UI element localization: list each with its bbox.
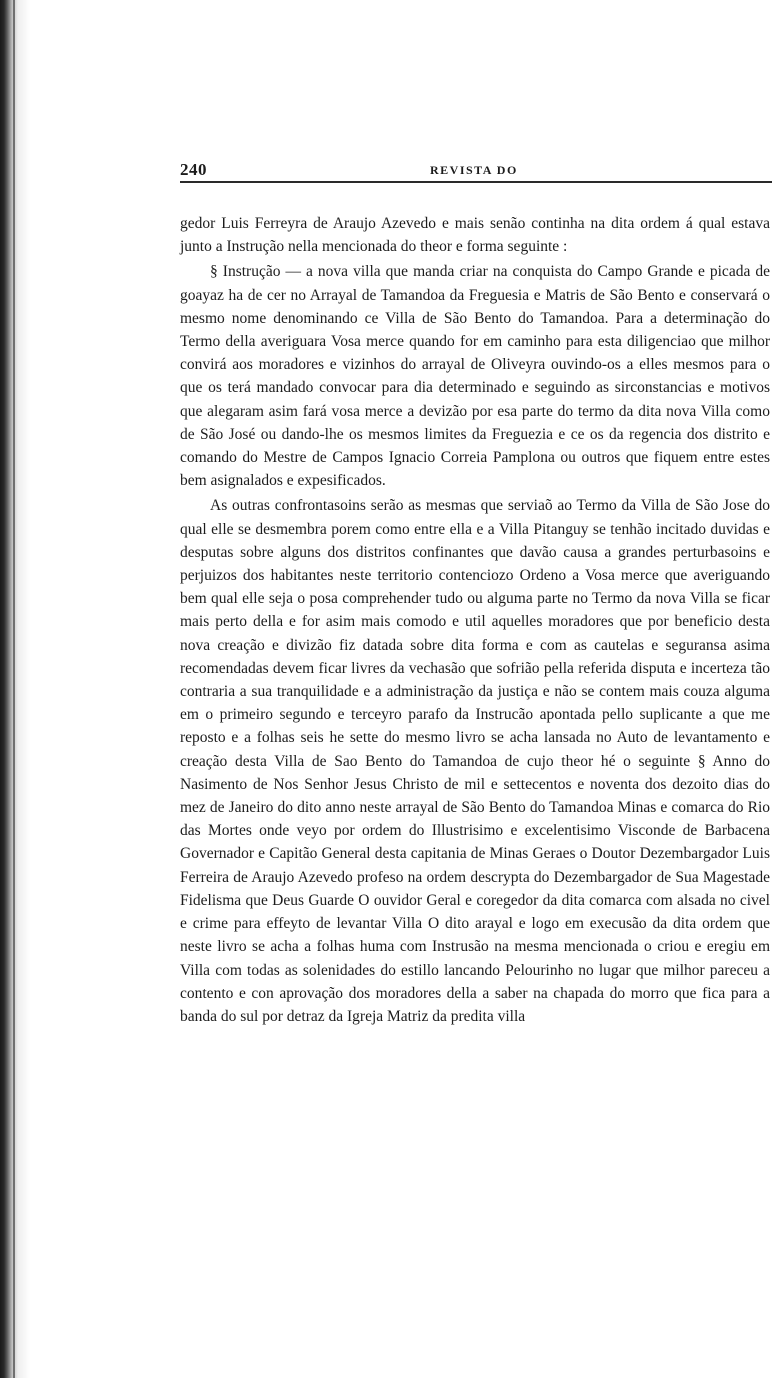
paragraph-instrucao: § Instrução — a nova villa que manda criar na conquista do Campo Grande e picada de goayaz ha de cer no Arrayal de Tamandoa da Freguesia e Matris de São Bento e conservará o mesmo nome denominando ce Villa de São Bento do Tamandoa. Para a determinação do Termo della averiguara Vosa merce quando for em caminho para esta diligenciao que milhor convirá aos moradores e vizinhos do arrayal de Oliveyra ouvindo-os a elles mesmos para o que os terá mandado convocar para dia determinado e seguindo as sirconstancias e motivos que alegaram asim fará vosa merce a devizão por esa parte do termo da dita nova Villa como de São José ou dando-lhe os mesmos limites da Freguezia e ce os da regencia dos distrito e comando do Mestre de Campos Ignacio Correia Pamplona ou outros que fiquem entre estes bem asignalados e expesificados. [180,263,770,490]
paragraph-continuation: gedor Luis Ferreyra de Araujo Azevedo e mais senão continha na dita ordem á qual estava junto a Instrução nella mencionada do theor e forma seguinte : [180,215,770,256]
page-number: 240 [180,160,207,179]
body-text [180,212,770,1028]
binding-rule [13,0,15,1378]
page-header [180,160,770,182]
header-rule [180,181,772,183]
binding-edge [0,0,30,1378]
running-head: REVISTA DO [430,163,518,177]
paragraph-confrontasoins: As outras confrontasoins serão as mesmas que serviaõ ao Termo da Villa de São Jose do qual elle se desmembra porem como entre ella e a Villa Pitanguy se tenhão incitado duvidas e desputas sobre alguns dos distritos confinantes que davão causa a grandes perturbasoins e perjuizos dos habitantes neste territorio contenciozo Ordeno a Vosa merce que averiguando bem qual elle seja o posa comprehender tudo ou alguma parte no Termo da nova Villa se ficar mais perto della e for asim mais comodo e util aquelles moradores que por beneficio desta nova creação e divizão fiz datada sobre dita forma e com as cautelas e seguransa asima recomendadas devem ficar livres da vechasão que sofrião pella referida disputa e incerteza tão contraria a sua tranquilidade e a administração da justiça e não se contem mais couza alguma em o primeiro segundo e terceyro parafo da Instrucão apontada pello suplicante a que me reposto e a folhas seis he sette do mesmo livro se acha lansada no Auto de levantamento e creação desta Villa de Sao Bento do Tamandoa de cujo theor hé o seguinte § Anno do Nasimento de Nos Senhor Jesus Christo de mil e settecentos e noventa dos dezoito dias do mez de Janeiro do dito anno neste arrayal de São Bento do Tamandoa Minas e comarca do Rio das Mortes onde veyo por ordem do Illustrisimo e excelentisimo Visconde de Barbacena Governador e Capitão General desta capitania de Minas Geraes o Doutor Dezembargador Luis Ferreira de Araujo Azevedo profeso na ordem descrypta do Dezembargador de Sua Magestade Fidelisma que Deus Guarde O ouvidor Geral e coregedor da dita comarca com alsada no civel e crime para effeyto de levantar Villa O dito arayal e logo em execusão da dita ordem que neste livro se acha a folhas huma com Instrusão na mesma mencionada o criou e eregiu em Villa com todas as solenidades do estillo lancando Pelourinho no lugar que milhor pareceu a contento e con aprovação dos moradores della a saber na chapada do morro que fica para a banda do sul por detraz da Igreja Matriz da predita villa [180,497,770,1025]
